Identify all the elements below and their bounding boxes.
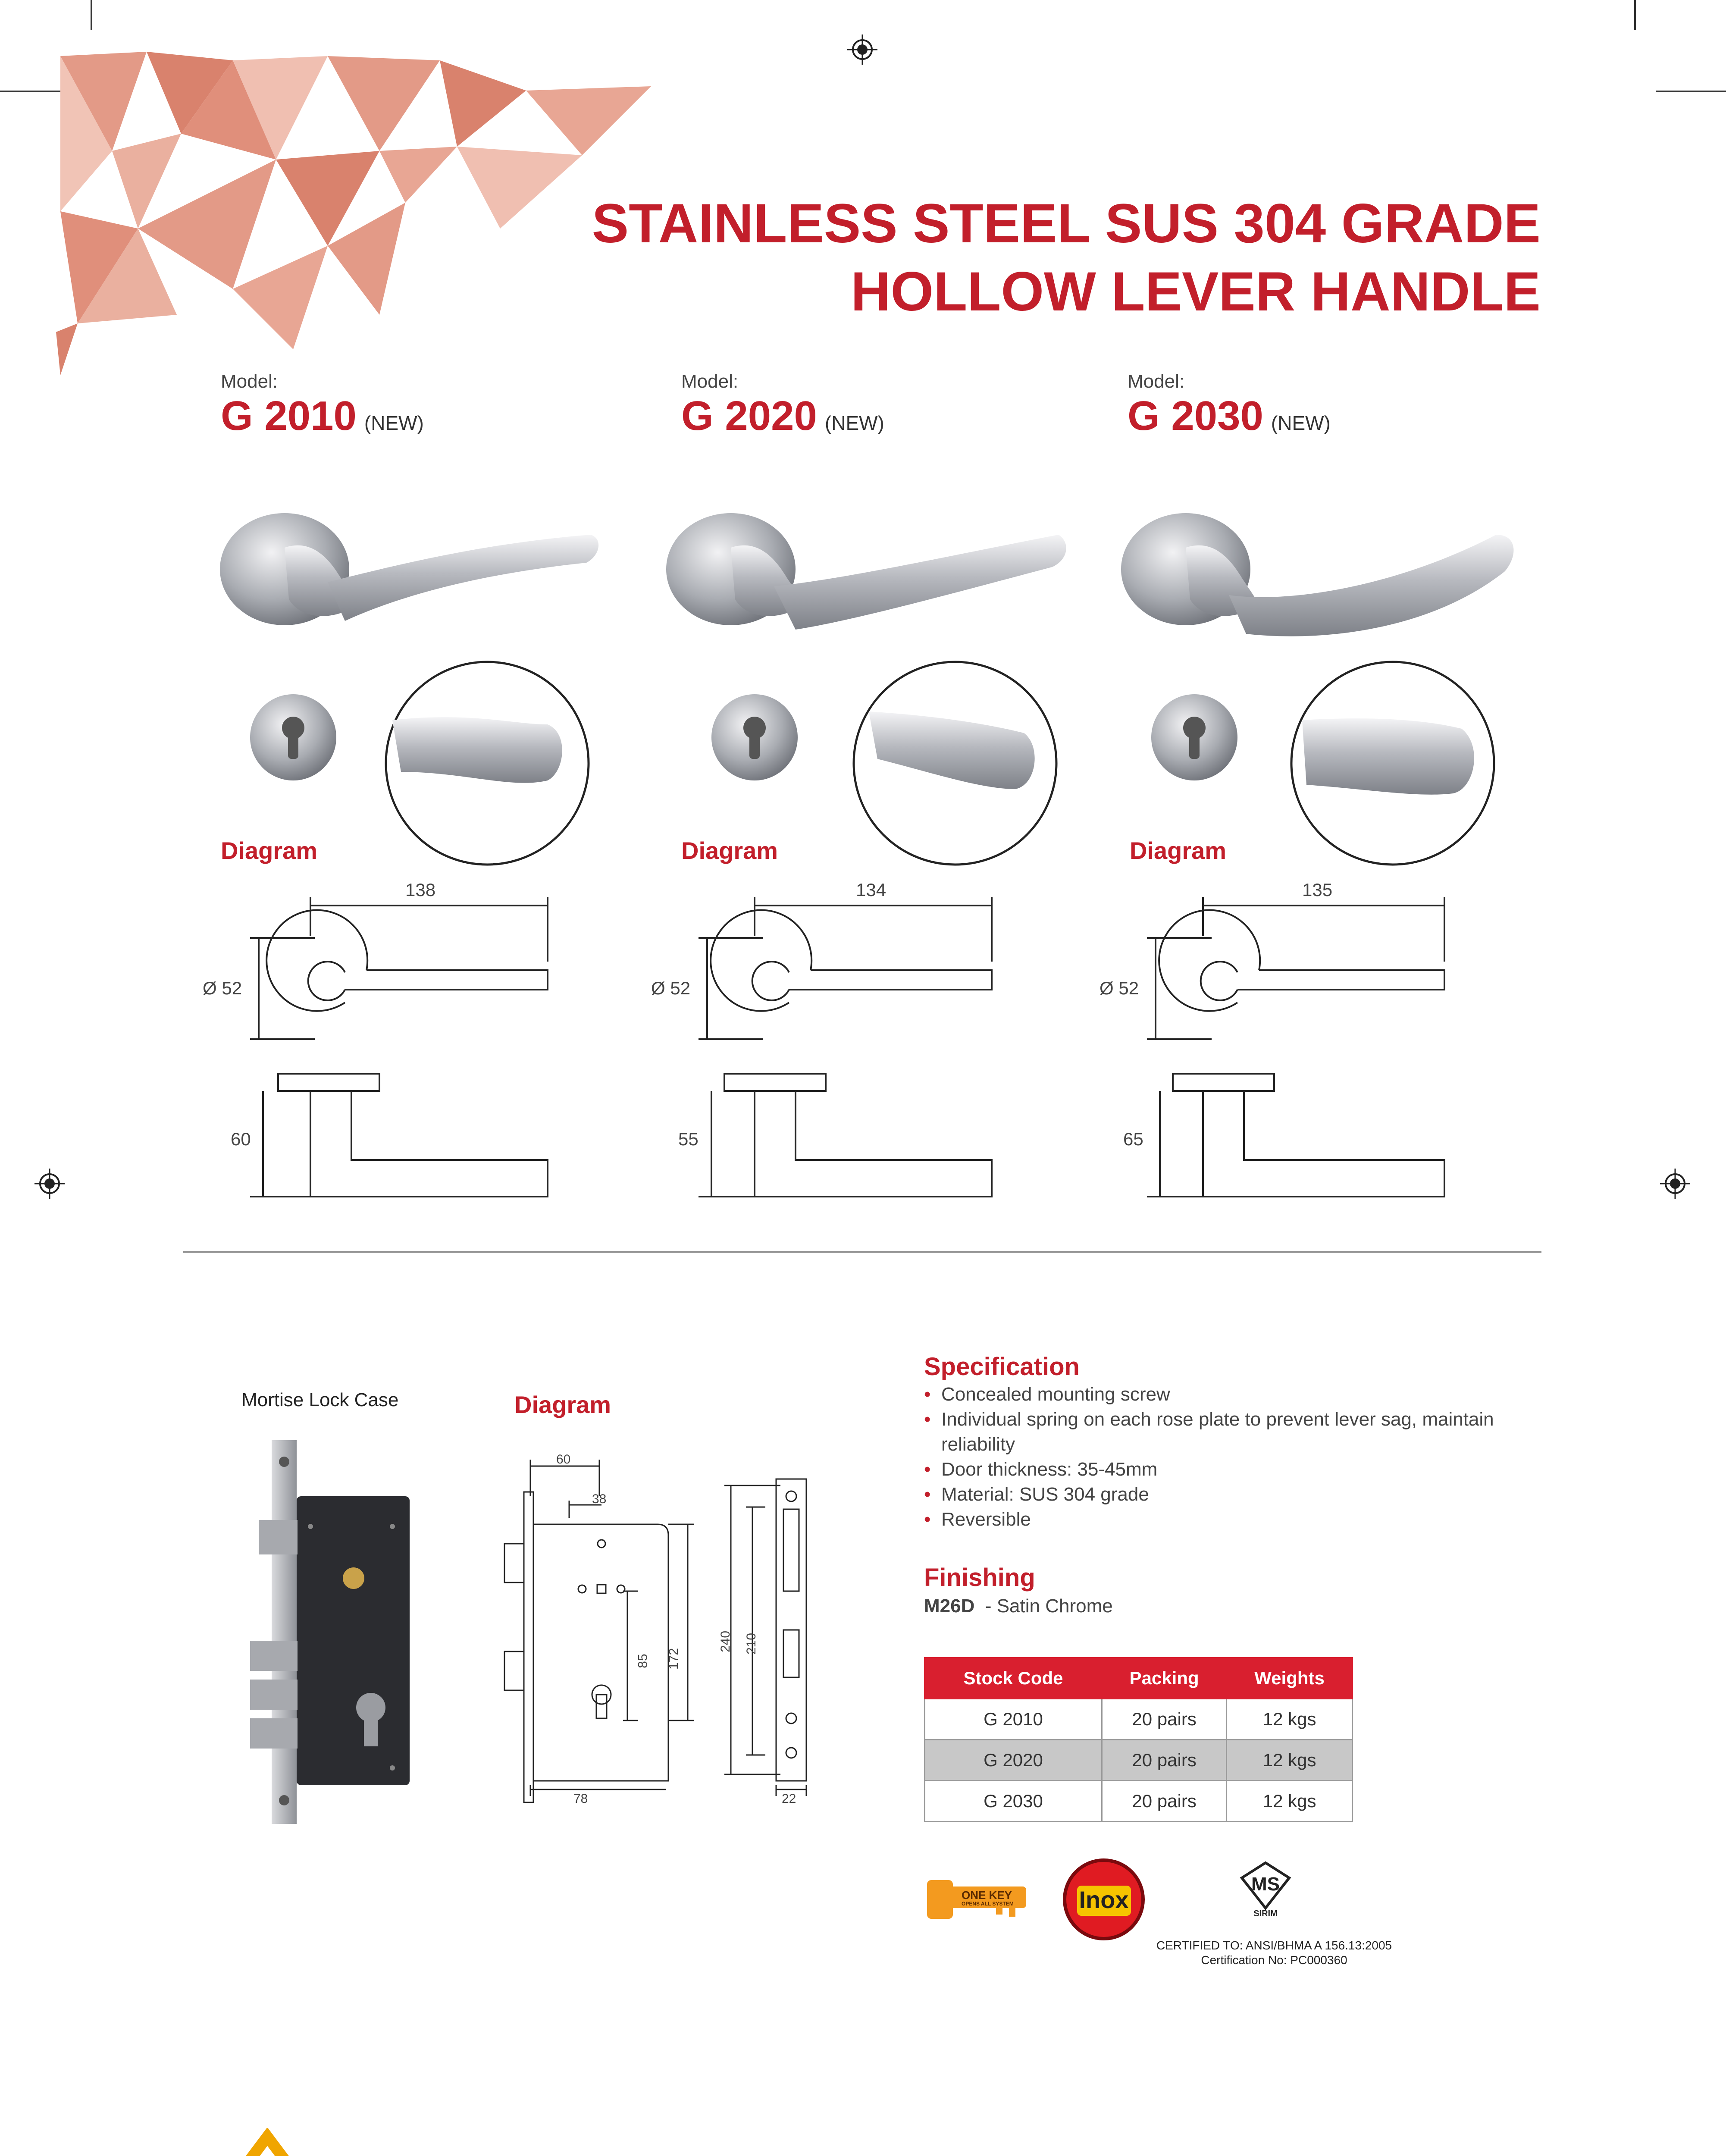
- diagram-title: Diagram: [221, 837, 318, 864]
- escutcheon-image: [246, 690, 341, 785]
- finishing-heading: Finishing: [924, 1564, 1035, 1592]
- brand-logo: [207, 2128, 414, 2156]
- model-code: [681, 392, 884, 440]
- model-label: Model:: [1128, 371, 1185, 392]
- registration-mark-icon: [34, 1169, 65, 1199]
- new-tag: (NEW): [824, 412, 884, 434]
- finishing-line: [924, 1595, 1113, 1617]
- diagram-title: Diagram: [1130, 837, 1227, 864]
- lever-dimension-diagram: [250, 897, 561, 1207]
- mortise-lock-label: Mortise Lock Case: [241, 1389, 399, 1410]
- table-header: Packing: [1102, 1658, 1227, 1699]
- table-header: Stock Code: [925, 1658, 1102, 1699]
- dim-85: 85: [636, 1654, 650, 1668]
- diameter-dimension: Ø 52: [1100, 978, 1139, 998]
- cert-line-2: Certification No: PC000360: [1201, 1953, 1347, 1967]
- specification-heading: Specification: [924, 1353, 1080, 1381]
- escutcheon-image: [1147, 690, 1242, 785]
- inox-label: Inox: [1079, 1886, 1129, 1913]
- dim-center: 38: [592, 1492, 607, 1506]
- spec-item: • Concealed mounting screw: [924, 1382, 1510, 1407]
- one-key-badge: [923, 1867, 1031, 1923]
- inox-badge: [1063, 1858, 1145, 1940]
- mortise-diagram-title: Diagram: [514, 1391, 611, 1418]
- length-dimension: 138: [405, 880, 436, 900]
- cert-line-1: CERTIFIED TO: ANSI/BHMA A 156.13:2005: [1156, 1939, 1392, 1952]
- table-cell: 12 kgs: [1227, 1699, 1353, 1740]
- dim-240: 240: [718, 1630, 733, 1653]
- lever-handle-image: [216, 492, 612, 673]
- dim-width: 78: [573, 1792, 588, 1806]
- table-header: Weights: [1227, 1658, 1353, 1699]
- projection-dimension: 65: [1123, 1129, 1143, 1149]
- handle-tip-detail-image: [852, 660, 1059, 867]
- table-cell: 20 pairs: [1102, 1781, 1227, 1822]
- table-cell: 12 kgs: [1227, 1781, 1353, 1822]
- table-header-row: [925, 1658, 1353, 1699]
- table-cell: 20 pairs: [1102, 1699, 1227, 1740]
- mortise-lock-image: [241, 1440, 414, 1828]
- new-tag: (NEW): [1271, 412, 1331, 434]
- model-number: G 2030: [1128, 393, 1263, 439]
- registration-mark-icon: [847, 34, 877, 65]
- lever-dimension-diagram: [1147, 897, 1457, 1207]
- lever-dimension-diagram: [699, 897, 1009, 1207]
- projection-dimension: 60: [231, 1129, 251, 1149]
- specification-list: [924, 1382, 1510, 1532]
- lever-handle-image: [662, 492, 1076, 673]
- table-row: [925, 1740, 1353, 1781]
- dim-172: 172: [667, 1648, 681, 1670]
- model-number: G 2010: [221, 393, 357, 439]
- table-row: [925, 1699, 1353, 1740]
- spec-item: • Reversible: [924, 1507, 1510, 1532]
- table-cell: 12 kgs: [1227, 1740, 1353, 1781]
- triangle-logo-icon: [207, 2128, 328, 2156]
- diameter-dimension: Ø 52: [651, 978, 691, 998]
- finishing-code: M26D: [924, 1595, 975, 1617]
- section-divider: [183, 1251, 1541, 1253]
- dim-210: 210: [744, 1633, 759, 1655]
- model-label: Model:: [221, 371, 278, 392]
- spec-item: • Individual spring on each rose plate to prevent lever sag, maintain reliability: [924, 1407, 1510, 1457]
- diameter-dimension: Ø 52: [203, 978, 242, 998]
- spec-item: • Material: SUS 304 grade: [924, 1482, 1510, 1507]
- handle-tip-detail-image: [1289, 660, 1496, 867]
- projection-dimension: 55: [678, 1129, 699, 1149]
- new-tag: (NEW): [364, 412, 424, 434]
- stock-table: [924, 1657, 1353, 1822]
- table-cell: G 2030: [925, 1781, 1102, 1822]
- length-dimension: 135: [1302, 880, 1333, 900]
- ms-logo-text: MS: [1251, 1874, 1280, 1895]
- model-label: Model:: [681, 371, 739, 392]
- title-line-1: STAINLESS STEEL SUS 304 GRADE: [592, 193, 1541, 254]
- handle-tip-detail-image: [384, 660, 591, 867]
- key-subtext: OPENS ALL SYSTEM: [962, 1901, 1014, 1907]
- diagram-title: Diagram: [681, 837, 778, 864]
- sirim-label: SIRIM: [1253, 1909, 1278, 1918]
- table-cell: G 2020: [925, 1740, 1102, 1781]
- finishing-text: - Satin Chrome: [985, 1595, 1113, 1617]
- mortise-lock-diagram: [496, 1445, 841, 1815]
- dim-face: 22: [782, 1792, 796, 1806]
- ms-certification-logo: [1237, 1861, 1294, 1921]
- spec-item: • Door thickness: 35-45mm: [924, 1457, 1510, 1482]
- lever-handle-image: [1117, 492, 1526, 673]
- model-code: [1128, 392, 1331, 440]
- key-text: ONE KEY: [962, 1889, 1012, 1902]
- model-code: [221, 392, 424, 440]
- model-number: G 2020: [681, 393, 817, 439]
- table-cell: 20 pairs: [1102, 1740, 1227, 1781]
- table-cell: G 2010: [925, 1699, 1102, 1740]
- escutcheon-image: [707, 690, 802, 785]
- length-dimension: 134: [856, 880, 886, 900]
- dim-backset: 60: [556, 1452, 571, 1467]
- table-row: [925, 1781, 1353, 1822]
- title-line-2: HOLLOW LEVER HANDLE: [851, 261, 1541, 323]
- registration-mark-icon: [1660, 1169, 1690, 1199]
- certification-text: [1134, 1938, 1414, 1968]
- page-title: [592, 190, 1541, 326]
